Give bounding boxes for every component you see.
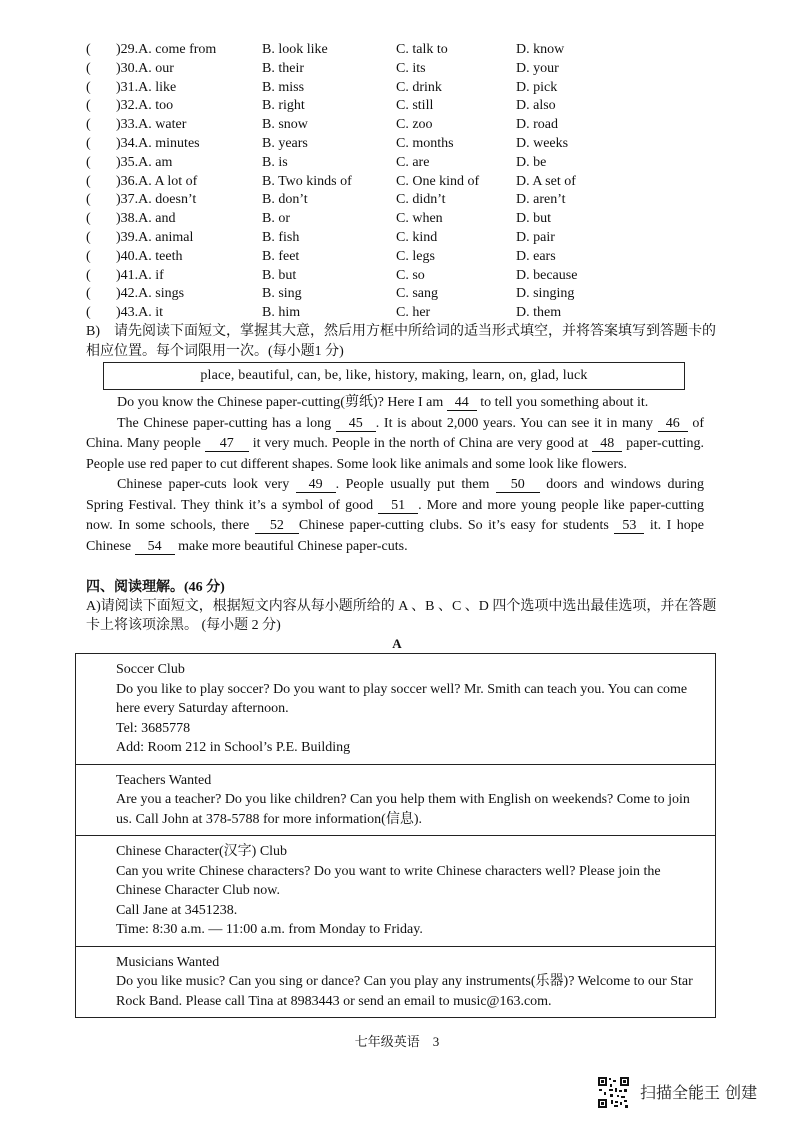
blank-47: 47 <box>205 436 249 452</box>
answer-paren: ( <box>86 229 91 245</box>
passage-paragraph-3: Chinese paper-cuts look very 49 . People usually put them 50 doors and windows during Spring Festival. They think it’s a symbol of good 51 . More and more young people like paper-cutting now. In some schools, there 52 Chinese paper-cutting clubs. So it’s easy for students 53 it. I hope Chinese 54 make more beautiful Chinese paper-cuts. <box>86 477 704 554</box>
option-d: D. road <box>516 117 558 133</box>
option-c: C. when <box>396 211 443 227</box>
ad-body: Are you a teacher? Do you like children? Can you help them with English on weekends? Come to join us. Call John at 378-5788 for more information(信息). <box>116 792 690 827</box>
option-d: D. pair <box>516 229 555 245</box>
option-b: B. right <box>262 98 305 114</box>
page-footer: 七年级英语 3 <box>354 1034 440 1049</box>
passage-letter: A <box>392 636 402 651</box>
option-a: )30.A. our <box>116 60 174 76</box>
answer-paren: ( <box>86 117 91 133</box>
choice-row <box>86 267 726 286</box>
option-b: B. is <box>262 154 288 170</box>
blank-52: 52 <box>255 518 299 534</box>
option-b: B. sing <box>262 286 302 302</box>
choice-row <box>86 191 726 210</box>
option-a: )39.A. animal <box>116 229 194 245</box>
option-a: )35.A. am <box>116 154 173 170</box>
option-d: D. aren’t <box>516 192 566 208</box>
scanner-watermark: 扫描全能王 创建 <box>640 1083 758 1102</box>
option-b: B. or <box>262 211 290 227</box>
option-c: C. so <box>396 267 425 283</box>
option-b: B. look like <box>262 42 328 57</box>
option-c: C. talk to <box>396 42 448 57</box>
choice-row <box>86 97 726 116</box>
ad-title: Musicians Wanted <box>116 954 220 970</box>
blank-48: 48 <box>592 436 622 452</box>
ad-body: Do you like music? Can you sing or dance? Can you play any instruments(乐器)? Welcome to our Star Rock Band. Please call Tina at 8983443 or send an email to music@163.com. <box>116 974 693 1009</box>
answer-paren: ( <box>86 42 91 57</box>
option-c: C. her <box>396 305 431 321</box>
ad-tel: Tel: 3685778 <box>116 720 191 736</box>
blank-49: 49 <box>296 477 336 493</box>
passage-paragraph-1: Do you know the Chinese paper-cutting(剪纸)? Here I am 44 to tell you something about it. <box>117 395 649 410</box>
choice-row <box>86 248 726 267</box>
option-d: D. A set of <box>516 173 576 189</box>
answer-paren: ( <box>86 60 91 76</box>
option-b: B. their <box>262 60 304 76</box>
option-b: B. feet <box>262 248 300 264</box>
option-c: C. its <box>396 60 426 76</box>
ad-time: Time: 8:30 a.m. — 11:00 a.m. from Monday to Friday. <box>116 922 423 937</box>
ad-call: Call Jane at 3451238. <box>116 902 238 918</box>
ad-box-teachers <box>75 765 716 837</box>
ad-title: Teachers Wanted <box>116 772 212 788</box>
qr-code-icon <box>597 1076 630 1109</box>
option-a: )40.A. teeth <box>116 248 183 264</box>
option-d: D. also <box>516 98 556 114</box>
choice-list <box>86 41 726 323</box>
answer-paren: ( <box>86 192 91 208</box>
option-a: )31.A. like <box>116 79 177 95</box>
option-b: B. but <box>262 267 297 283</box>
ad-box-musicians <box>75 947 716 1019</box>
blank-50: 50 <box>496 477 540 493</box>
cloze-passage <box>86 393 704 557</box>
ad-address: Add: Room 212 in School’s P.E. Building <box>116 740 351 755</box>
option-a: )29.A. come from <box>116 42 217 57</box>
option-a: )37.A. doesn’t <box>116 192 197 208</box>
option-a: )42.A. sings <box>116 286 185 302</box>
option-c: C. didn’t <box>396 192 446 208</box>
option-c: C. legs <box>396 248 435 264</box>
ad-box-soccer <box>75 653 716 765</box>
option-c: C. are <box>396 154 430 170</box>
choice-row <box>86 173 726 192</box>
ad-box-chinese-character <box>75 836 716 947</box>
section-4-heading: 四、阅读理解。(46 分) <box>86 580 225 595</box>
section-4 <box>86 578 726 635</box>
answer-paren: ( <box>86 286 91 302</box>
option-d: D. your <box>516 60 559 76</box>
answer-paren: ( <box>86 248 91 264</box>
section-b-instruction: B) 请先阅读下面短文，掌握其大意，然后用方框中所给词的适当形式填空，并将答案填写到答题卡的相应位置。每个词限用一次。(每小题1 分) <box>86 324 716 359</box>
option-b: B. snow <box>262 117 308 133</box>
answer-paren: ( <box>86 305 91 321</box>
option-d: D. be <box>516 154 547 170</box>
option-d: D. ears <box>516 248 556 264</box>
option-a: )33.A. water <box>116 117 187 133</box>
ad-boxes <box>75 653 716 1018</box>
choice-row <box>86 41 726 60</box>
option-a: )36.A. A lot of <box>116 173 198 189</box>
option-d: D. know <box>516 42 565 57</box>
option-d: D. pick <box>516 79 558 95</box>
blank-51: 51 <box>378 498 418 514</box>
blank-54: 54 <box>135 539 175 555</box>
option-a: )43.A. it <box>116 305 164 321</box>
choice-row <box>86 116 726 135</box>
section-4-instruction: A)请阅读下面短文，根据短文内容从每小题所给的 A 、B 、C 、D 四个选项中选出最佳选项，并在答题卡上将该项涂黑。 (每小题 2 分) <box>86 599 717 633</box>
option-c: C. sang <box>396 286 438 302</box>
ad-title: Soccer Club <box>116 662 185 677</box>
option-c: C. One kind of <box>396 173 480 189</box>
answer-paren: ( <box>86 154 91 170</box>
answer-paren: ( <box>86 79 91 95</box>
answer-paren: ( <box>86 211 91 227</box>
choice-row <box>86 154 726 173</box>
blank-46: 46 <box>658 416 688 432</box>
choice-row <box>86 304 726 323</box>
option-b: B. fish <box>262 229 300 245</box>
option-a: )32.A. too <box>116 98 174 114</box>
ad-body: Can you write Chinese characters? Do you want to write Chinese characters well? Please join the Chinese Character Club now. <box>116 863 661 898</box>
ad-title: Chinese Character(汉字) Club <box>116 844 288 859</box>
option-d: D. but <box>516 211 551 227</box>
answer-paren: ( <box>86 267 91 283</box>
choice-row <box>86 135 726 154</box>
option-b: B. years <box>262 135 308 151</box>
choice-row <box>86 285 726 304</box>
option-b: B. him <box>262 305 301 321</box>
option-c: C. still <box>396 98 434 114</box>
choice-row <box>86 210 726 229</box>
choice-row <box>86 60 726 79</box>
option-a: )38.A. and <box>116 211 176 227</box>
choice-row <box>86 79 726 98</box>
option-d: D. singing <box>516 286 575 302</box>
passage-paragraph-2: The Chinese paper-cutting has a long 45 . It is about 2,000 years. You can see it in many 46 of China. Many people 47 it very much. People in the north of China are very good at 48 paper-cutting. People use red paper to cut different shapes. Some look like animals and some look like flowers. <box>86 415 704 472</box>
option-d: D. weeks <box>516 135 569 151</box>
word-bank-box: place, beautiful, can, be, like, history, making, learn, on, glad, luck <box>103 362 685 390</box>
option-b: B. miss <box>262 79 305 95</box>
option-a: )41.A. if <box>116 267 164 283</box>
choice-row <box>86 229 726 248</box>
option-c: C. zoo <box>396 117 433 133</box>
answer-paren: ( <box>86 135 91 151</box>
option-c: C. drink <box>396 79 442 95</box>
option-c: C. months <box>396 135 454 151</box>
option-b: B. Two kinds of <box>262 173 352 189</box>
option-c: C. kind <box>396 229 438 245</box>
answer-paren: ( <box>86 173 91 189</box>
answer-paren: ( <box>86 98 91 114</box>
blank-44: 44 <box>447 395 477 411</box>
ad-body: Do you like to play soccer? Do you want to play soccer well? Mr. Smith can teach you. You can come here every Saturday afternoon. <box>116 681 688 716</box>
option-a: )34.A. minutes <box>116 135 200 151</box>
option-b: B. don’t <box>262 192 308 208</box>
option-d: D. because <box>516 267 578 283</box>
option-d: D. them <box>516 305 562 321</box>
blank-53: 53 <box>614 518 644 534</box>
blank-45: 45 <box>336 416 376 432</box>
